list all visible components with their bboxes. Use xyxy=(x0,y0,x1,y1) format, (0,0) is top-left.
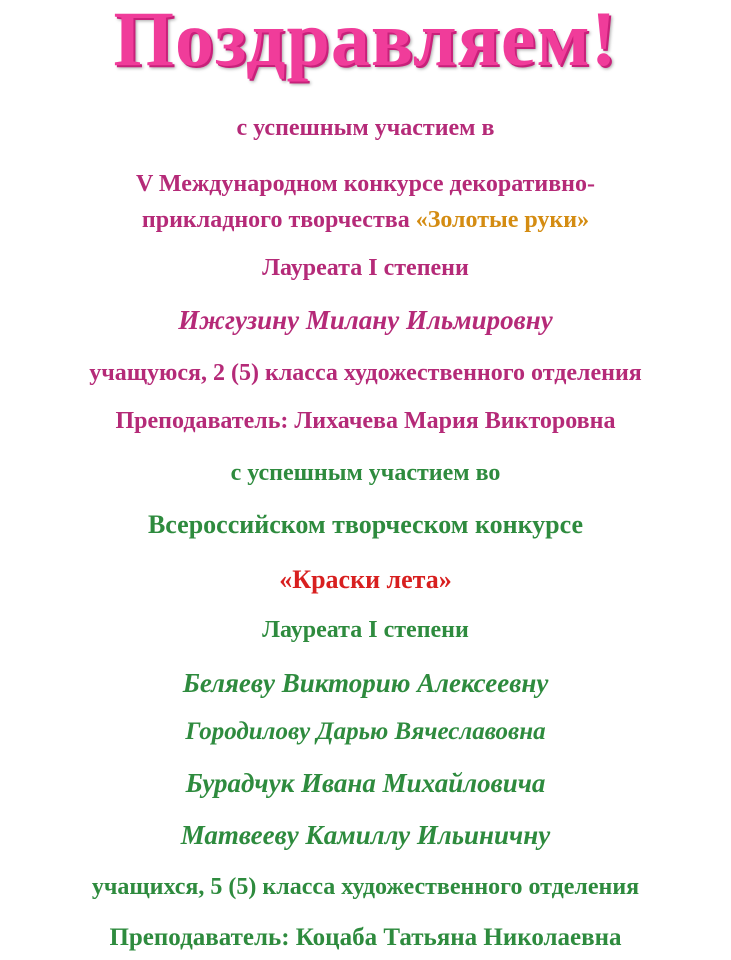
class-info-1: учащуюся, 2 (5) класса художественного отделения xyxy=(89,360,642,386)
student-name-1: Ижгузину Милану Ильмировну xyxy=(178,305,553,335)
teacher-2: Преподаватель: Коцаба Татьяна Николаевна xyxy=(109,924,622,951)
class-info-2: учащихся, 5 (5) класса художественного отделения xyxy=(91,874,640,900)
student-name-4: Бурадчук Ивана Михайловича xyxy=(185,768,546,798)
contest-line-2 xyxy=(0,207,731,234)
participation-line-1: с успешным участием в xyxy=(236,115,495,141)
contest-line-1: V Международном конкурсе декоративно- xyxy=(136,171,595,197)
degree-label-1: Лауреата I степени xyxy=(262,255,469,281)
contest-name-golden-hands: «Золотые руки» xyxy=(415,207,590,233)
degree-label-2: Лауреата I степени xyxy=(262,617,469,643)
contest-line-3: Всероссийском творческом конкурсе xyxy=(147,510,584,539)
contest-name-summer-colors: «Краски лета» xyxy=(279,565,452,594)
student-name-2: Беляеву Викторию Алексеевну xyxy=(182,668,549,698)
student-name-5: Матвееву Камиллу Ильиничну xyxy=(180,820,551,850)
contest-line-2-text: прикладного творчества xyxy=(141,207,416,233)
participation-line-2: с успешным участием во xyxy=(230,460,501,486)
page-title: Поздравляем! xyxy=(113,0,618,82)
student-name-3: Городилову Дарью Вячеславовна xyxy=(185,718,546,745)
teacher-1: Преподаватель: Лихачева Мария Викторовна xyxy=(115,408,616,434)
